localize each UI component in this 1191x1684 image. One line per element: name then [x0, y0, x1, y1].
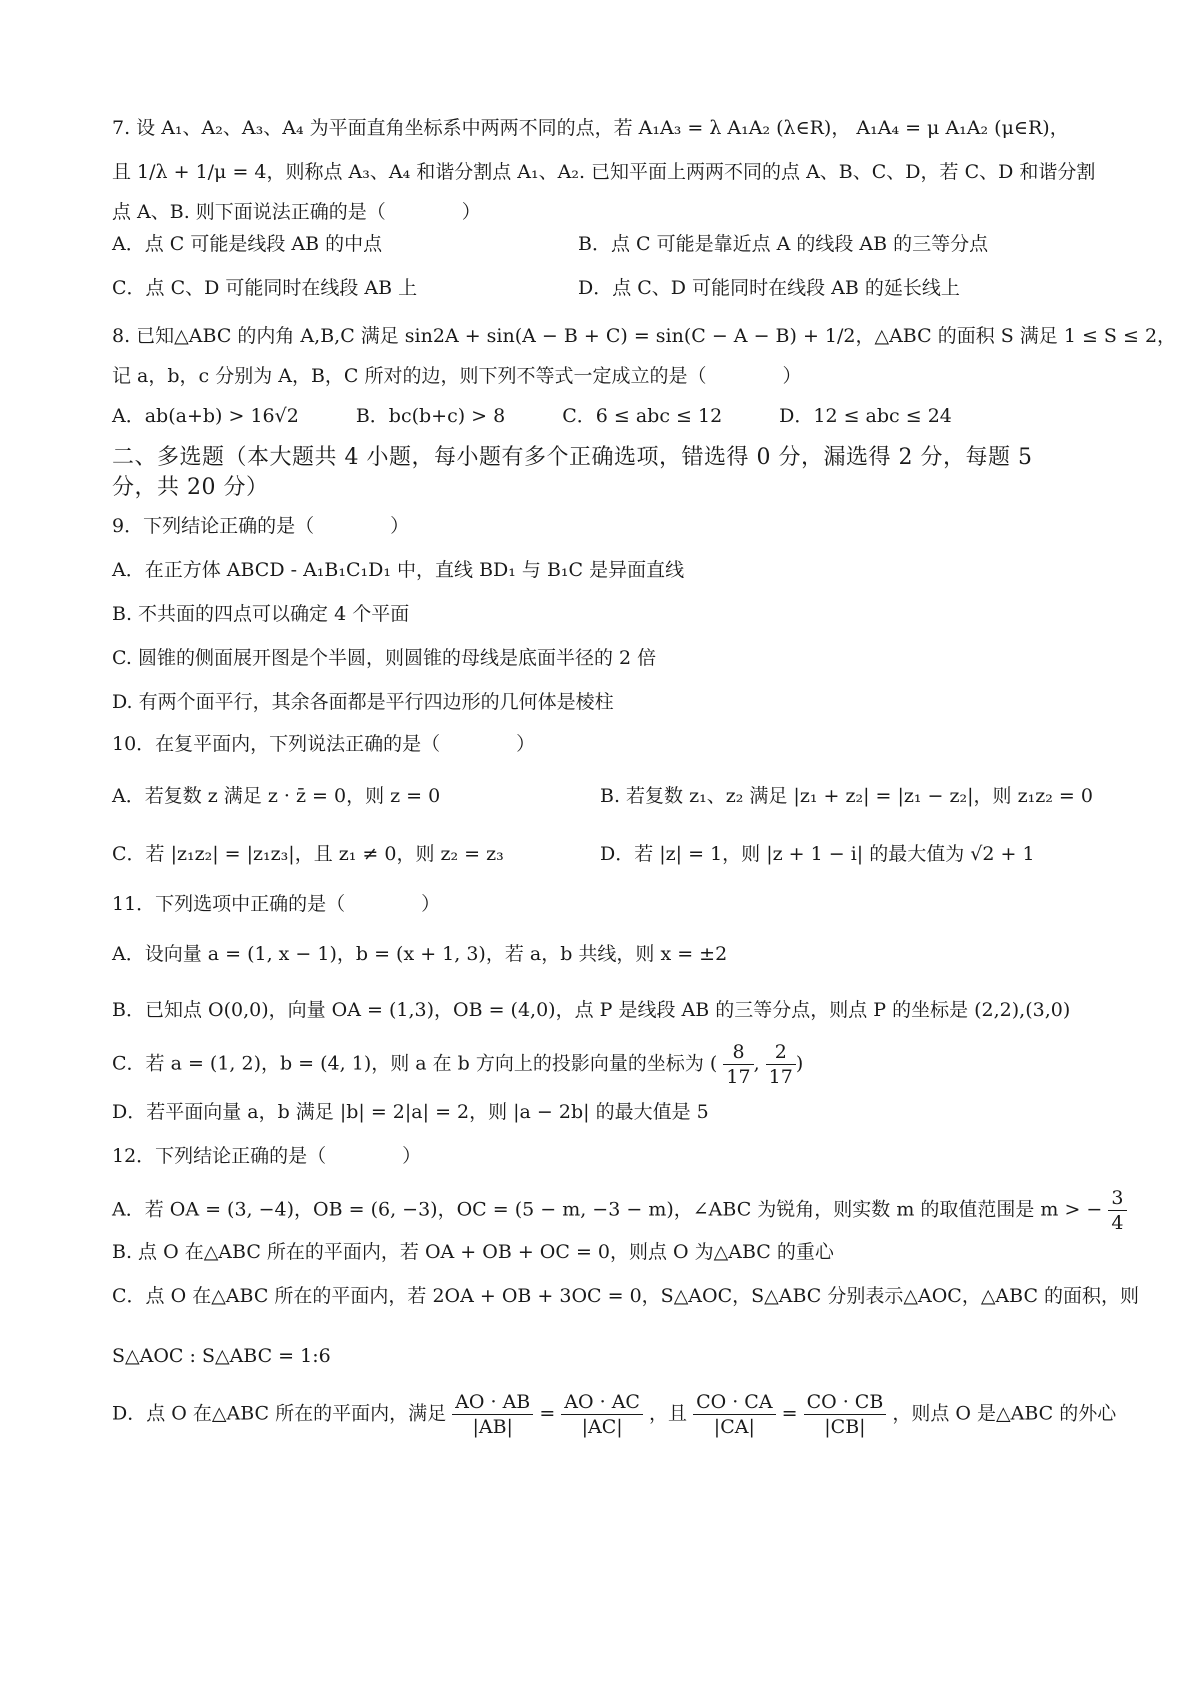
q12-option-d-conclusion: ，则点 O 是△ABC 的外心 [892, 1402, 1117, 1425]
q12-option-d-fraction-1 [452, 1390, 533, 1439]
fraction-numerator: 3 [1108, 1186, 1126, 1211]
q11-option-d: D．若平面向量 a，b 满足 |b| = 2|a| = 2，则 |a − 2b| 的最大值是 5 [112, 1101, 709, 1123]
q10-option-d: D．若 |z| = 1，则 |z + 1 − i| 的最大值为 √2 + 1 [600, 843, 1035, 865]
fraction-denominator: |CB| [824, 1416, 866, 1438]
q12-option-c-line-1: C．点 O 在△ABC 所在的平面内，若 2OA + OB + 3OC = 0，S△AOC，S△ABC 分别表示△AOC，△ABC 的面积，则 [112, 1285, 1140, 1307]
section-heading-line-1: 二、多选题（本大题共 4 小题，每小题有多个正确选项，错选得 0 分，漏选得 2 分，每题 5 [112, 445, 1033, 470]
q12-option-d-fraction-3 [693, 1390, 776, 1439]
q10-option-b: B. 若复数 z₁、z₂ 满足 |z₁ + z₂| = |z₁ − z₂|，则 z₁z₂ = 0 [600, 785, 1093, 807]
fraction-numerator: AO · AB [452, 1390, 533, 1415]
q10-option-c: C．若 |z₁z₂| = |z₁z₃|，且 z₁ ≠ 0，则 z₂ = z₃ [112, 843, 504, 865]
q11-option-c: C．若 a = (1, 2)，b = (4, 1)，则 a 在 b 方向上的投影向量的坐标为 ( $\frac{8}{17}$ , $\frac{2}{17}$ ) [112, 1041, 804, 1088]
q8-options: A．ab(a+b) > 16√2 B．bc(b+c) > 8 C．6 ≤ abc ≤ 12 D．12 ≤ abc ≤ 24 [112, 405, 952, 427]
fraction-numerator: AO · AC [561, 1390, 643, 1415]
q8-stem-line-2: 记 a，b，c 分别为 A，B，C 所对的边，则下列不等式一定成立的是（ ） [112, 365, 802, 387]
q9-stem: 9．下列结论正确的是（ ） [112, 515, 410, 537]
q9-option-a: A．在正方体 ABCD - A₁B₁C₁D₁ 中，直线 BD₁ 与 B₁C 是异面直线 [112, 559, 685, 581]
q11-stem: 11．下列选项中正确的是（ ） [112, 893, 441, 915]
q9-option-c: C. 圆锥的侧面展开图是个半圆，则圆锥的母线是底面半径的 2 倍 [112, 647, 657, 669]
q10-stem: 10．在复平面内，下列说法正确的是（ ） [112, 733, 536, 755]
q9-option-b: B. 不共面的四点可以确定 4 个平面 [112, 603, 410, 625]
fraction-numerator: CO · CA [693, 1390, 776, 1415]
q7-stem-line-1: 7. 设 A₁、A₂、A₃、A₄ 为平面直角坐标系中两两不同的点，若 A₁A₃ = λ A₁A₂ (λ∈R)， A₁A₄ = μ A₁A₂ (μ∈R)， [112, 117, 1069, 139]
q11-option-a: A．设向量 a = (1, x − 1)，b = (x + 1, 3)，若 a，b 共线，则 x = ±2 [112, 943, 728, 965]
fraction-denominator: |CA| [713, 1416, 755, 1438]
fraction-denominator: 17 [768, 1066, 793, 1088]
q11-option-c-fraction-1 [723, 1040, 753, 1089]
fraction-denominator: |AC| [581, 1416, 623, 1438]
q7-option-b: B．点 C 可能是靠近点 A 的线段 AB 的三等分点 [578, 233, 989, 255]
fraction-denominator: 17 [726, 1066, 751, 1088]
q12-option-c-line-2: S△AOC : S△ABC = 1:6 [112, 1345, 331, 1367]
fraction-numerator: 8 [723, 1040, 753, 1065]
q12-option-d: D．点 O 在△ABC 所在的平面内，满足 $\frac{AO \cdot AB}{|AB|}$ = $\frac{AO \cdot AC}{|AC|}$ ，且 $\frac{CO \cdot CA}{|CA|}$ = $\frac{CO \cdot CB}{|CB|}$ ，则点 O 是△ABC 的外心 [112, 1391, 1117, 1438]
fraction-denominator: |AB| [472, 1416, 513, 1438]
q7-option-c: C．点 C、D 可能同时在线段 AB 上 [112, 277, 418, 299]
q12-option-d-fraction-4 [804, 1390, 887, 1439]
q12-option-d-text: D．点 O 在△ABC 所在的平面内，满足 [112, 1402, 447, 1425]
q10-option-a: A．若复数 z 满足 z · z̄ = 0，则 z = 0 [112, 785, 441, 807]
q12-option-d-fraction-2 [561, 1390, 643, 1439]
fraction-numerator: 2 [766, 1040, 796, 1065]
q12-option-a-fraction [1108, 1186, 1126, 1235]
q11-option-c-fraction-2 [766, 1040, 796, 1089]
fraction-denominator: 4 [1111, 1212, 1124, 1234]
q12-option-a [112, 1186, 1127, 1235]
q11-option-b: B．已知点 O(0,0)，向量 OA = (1,3)，OB = (4,0)，点 P 是线段 AB 的三等分点，则点 P 的坐标是 (2,2),(3,0) [112, 999, 1071, 1021]
q12-option-a-text: A．若 OA = (3, −4)，OB = (6, −3)，OC = (5 − m, −3 − m)，∠ABC 为锐角，则实数 m 的取值范围是 m > − [112, 1198, 1103, 1221]
q12-stem: 12．下列结论正确的是（ ） [112, 1145, 422, 1167]
q11-option-c-text: C．若 a = (1, 2)，b = (4, 1)，则 a 在 b 方向上的投影向量的坐标为 ( [112, 1052, 718, 1075]
q7-option-a: A．点 C 可能是线段 AB 的中点 [112, 233, 383, 255]
fraction-numerator: CO · CB [804, 1390, 887, 1415]
q12-option-d-connector: ，且 [649, 1402, 688, 1425]
q8-stem-line-1: 8. 已知△ABC 的内角 A,B,C 满足 sin2A + sin(A − B + C) = sin(C − A − B) + 1/2，△ABC 的面积 S 满足 1 ≤ S ≤ 2， [112, 325, 1177, 347]
q7-option-d: D．点 C、D 可能同时在线段 AB 的延长线上 [578, 277, 960, 299]
q7-stem-line-2: 且 1/λ + 1/μ = 4，则称点 A₃、A₄ 和谐分割点 A₁、A₂. 已知平面上两两不同的点 A、B、C、D，若 C、D 和谐分割 [112, 161, 1096, 183]
q12-option-b: B. 点 O 在△ABC 所在的平面内，若 OA + OB + OC = 0，则点 O 为△ABC 的重心 [112, 1241, 834, 1263]
q7-stem-line-3: 点 A、B. 则下面说法正确的是（ ） [112, 201, 481, 223]
q9-option-d: D. 有两个面平行，其余各面都是平行四边形的几何体是棱柱 [112, 691, 614, 713]
section-heading-line-2: 分，共 20 分） [112, 475, 269, 500]
